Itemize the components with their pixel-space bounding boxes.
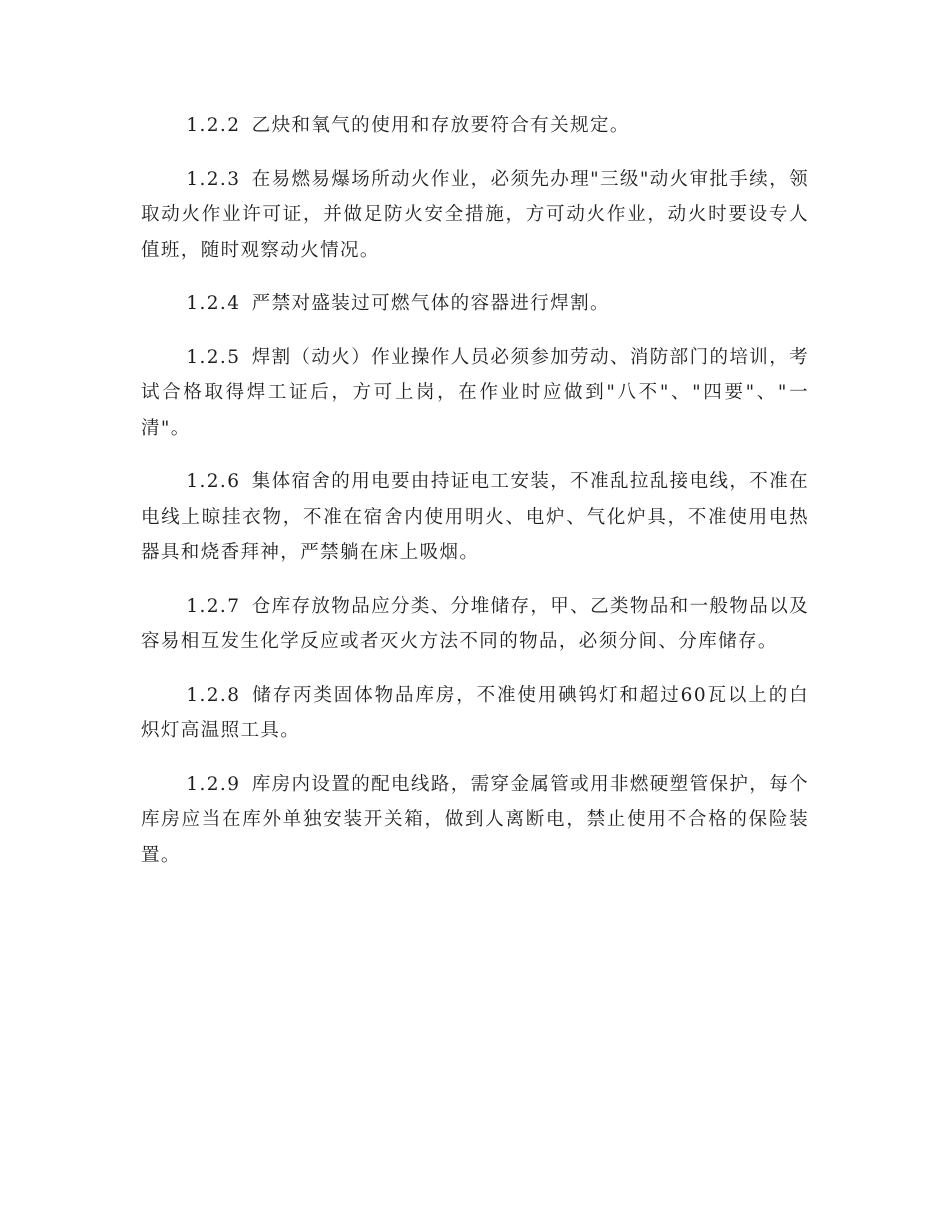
clause-number: 1.2.3 xyxy=(186,168,241,190)
clause-number: 1.2.5 xyxy=(186,346,241,368)
clause-number: 1.2.2 xyxy=(186,115,241,136)
paragraph-1-2-3 xyxy=(141,162,809,269)
clause-number: 1.2.6 xyxy=(186,471,241,492)
clause-text: 严禁对盛装过可燃气体的容器进行焊割。 xyxy=(251,293,610,314)
paragraph-1-2-6 xyxy=(141,464,809,571)
paragraph-1-2-2 xyxy=(141,108,809,144)
clause-number: 1.2.9 xyxy=(186,773,241,795)
document-body xyxy=(141,108,809,891)
clause-text: 在易燃易爆场所动火作业，必须先办理"三级"动火审批手续，领取动火作业许可证，并做足防火安全措施，方可动火作业，动火时要设专人值班，随时观察动火情况。 xyxy=(141,168,810,261)
clause-text: 仓库存放物品应分类、分堆储存，甲、乙类物品和一般物品以及容易相互发生化学反应或者灭火方法不同的物品，必须分间、分库储存。 xyxy=(141,595,810,652)
clause-text: 乙炔和氧气的使用和存放要符合有关规定。 xyxy=(251,115,630,136)
clause-text: 库房内设置的配电线路，需穿金属管或用非燃硬塑管保护，每个库房应当在库外单独安装开关箱，做到人离断电，禁止使用不合格的保险装置。 xyxy=(141,773,810,866)
paragraph-1-2-9 xyxy=(141,767,809,874)
paragraph-1-2-4 xyxy=(141,286,809,322)
clause-text: 集体宿舍的用电要由持证电工安装，不准乱拉乱接电线，不准在电线上晾挂衣物，不准在宿舍内使用明火、电炉、气化炉具，不准使用电热器具和烧香拜神，严禁躺在床上吸烟。 xyxy=(141,471,810,563)
paragraph-1-2-8 xyxy=(141,678,809,749)
paragraph-1-2-5 xyxy=(141,340,809,447)
clause-text: 焊割（动火）作业操作人员必须参加劳动、消防部门的培训，考试合格取得焊工证后，方可上岗，在作业时应做到"八不"、"四要"、"一清"。 xyxy=(141,346,810,439)
clause-number: 1.2.7 xyxy=(186,595,241,617)
clause-number: 1.2.4 xyxy=(186,293,241,314)
clause-text: 储存丙类固体物品库房，不准使用碘钨灯和超过60瓦以上的白炽灯高温照工具。 xyxy=(141,684,810,741)
paragraph-1-2-7 xyxy=(141,589,809,660)
clause-number: 1.2.8 xyxy=(186,684,241,706)
